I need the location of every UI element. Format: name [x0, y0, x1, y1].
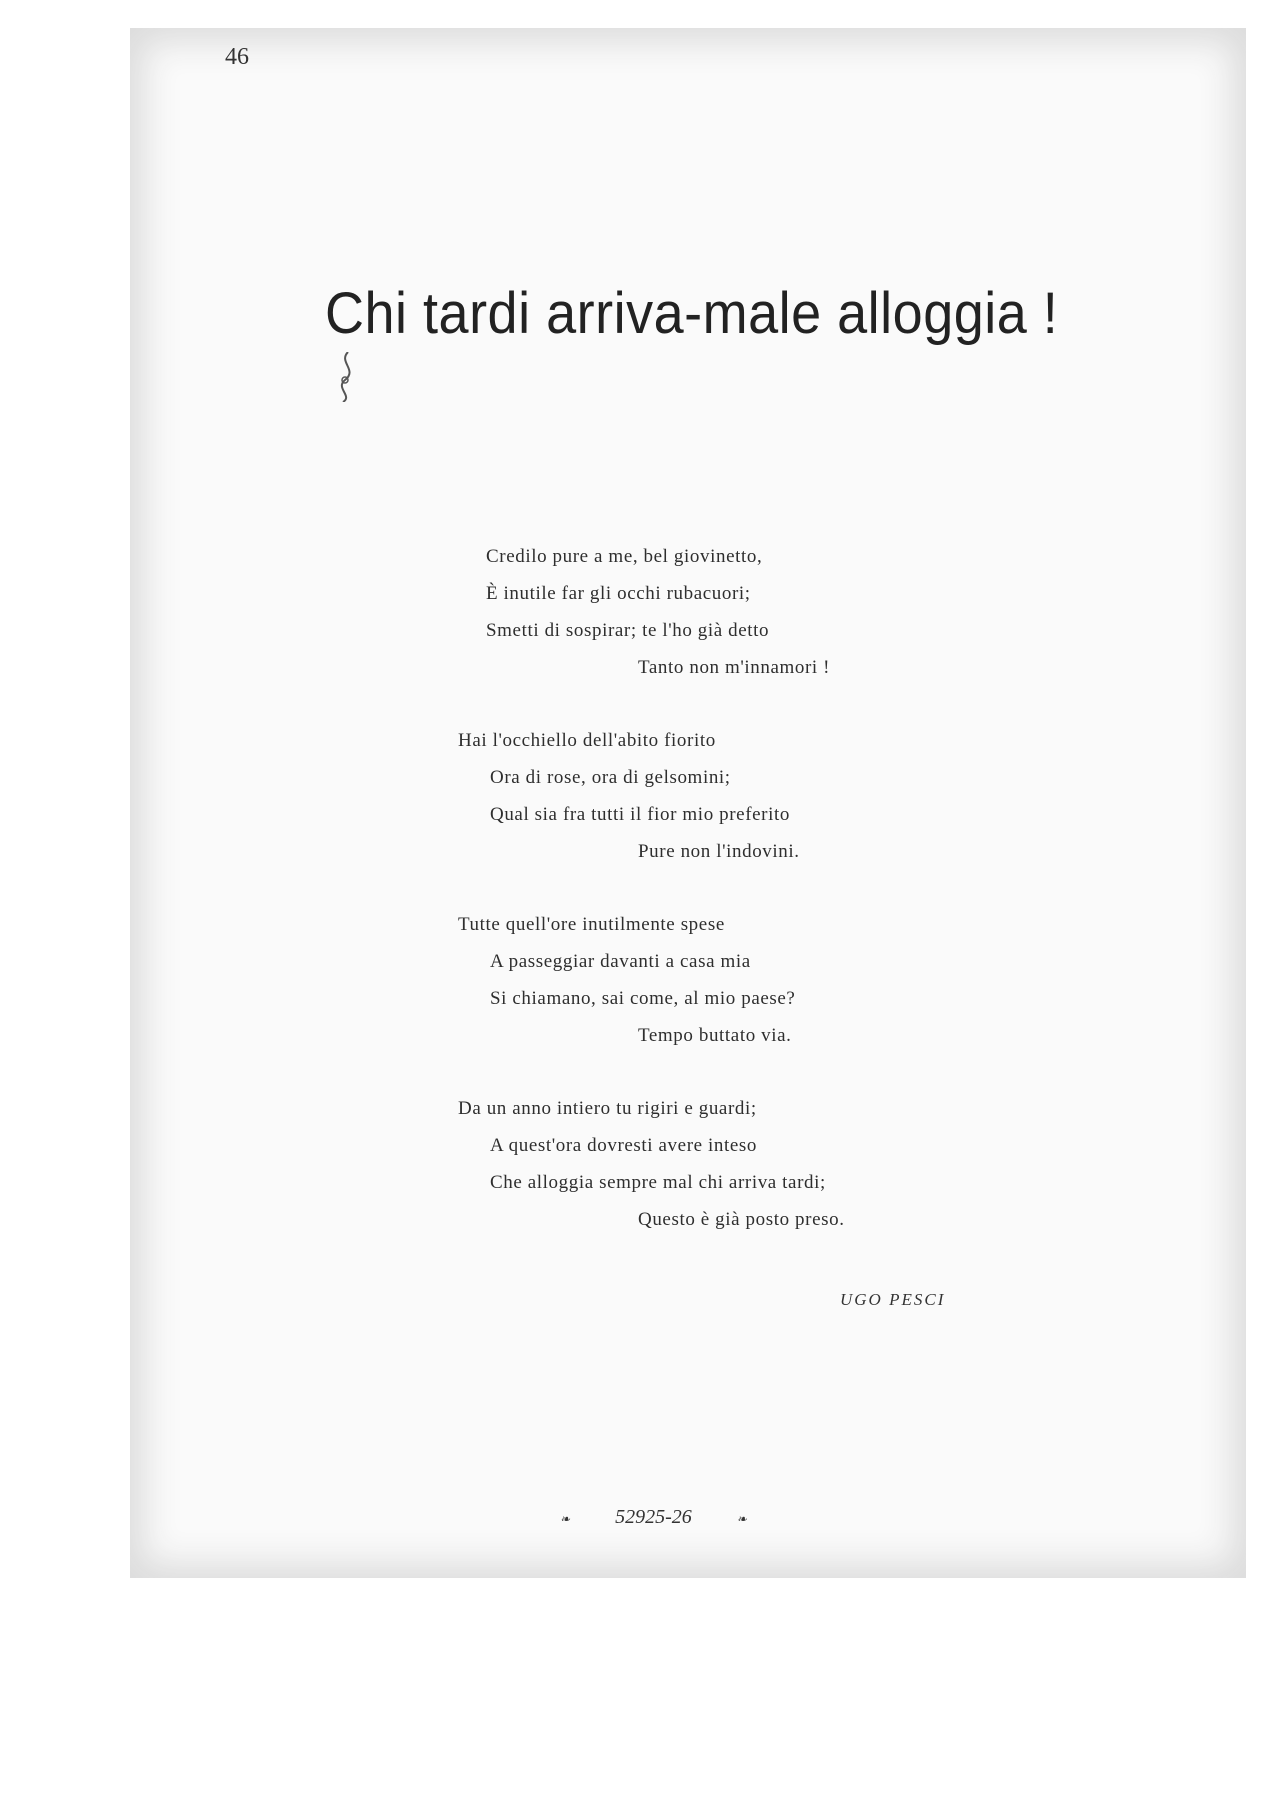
poem-line: Credilo pure a me, bel giovinetto, — [486, 546, 763, 567]
ornament-mark-icon: ❧ — [560, 1512, 571, 1526]
poem-line: Questo è già posto preso. — [638, 1209, 845, 1230]
author-credit: UGO PESCI — [840, 1290, 946, 1309]
poem-line: Smetti di sospirar; te l'ho già detto — [486, 620, 770, 641]
stanza-4 — [458, 1090, 978, 1238]
flourish-ornament-icon — [333, 352, 363, 402]
poem-line: Qual sia fra tutti il fior mio preferito — [490, 804, 790, 825]
plate-number: 52925-26 — [615, 1506, 692, 1528]
poem-line: Tanto non m'innamori ! — [638, 657, 831, 678]
poem-line: Che alloggia sempre mal chi arriva tardi; — [490, 1172, 826, 1193]
poem-line: Tempo buttato via. — [638, 1025, 792, 1046]
page-number: 46 — [225, 44, 249, 70]
stanza-3 — [458, 906, 978, 1054]
poem-line: Ora di rose, ora di gelsomini; — [490, 767, 731, 788]
ornament-mark-icon: ❧ — [736, 1512, 747, 1526]
song-title: Chi tardi arriva-male alloggia ! — [325, 281, 1059, 346]
poem — [458, 538, 978, 1274]
poem-line: Tutte quell'ore inutilmente spese — [458, 914, 725, 935]
poem-line: A quest'ora dovresti avere inteso — [490, 1135, 757, 1156]
stanza-1 — [458, 538, 978, 686]
poem-line: A passeggiar davanti a casa mia — [490, 951, 751, 972]
poem-line: Si chiamano, sai come, al mio paese? — [490, 988, 796, 1009]
stanza-2 — [458, 722, 978, 870]
poem-line: Da un anno intiero tu rigiri e guardi; — [458, 1098, 757, 1119]
plate-number-line — [560, 1506, 790, 1529]
poem-line: È inutile far gli occhi rubacuori; — [486, 583, 751, 604]
poem-line: Pure non l'indovini. — [638, 841, 800, 862]
poem-line: Hai l'occhiello dell'abito fiorito — [458, 730, 716, 751]
